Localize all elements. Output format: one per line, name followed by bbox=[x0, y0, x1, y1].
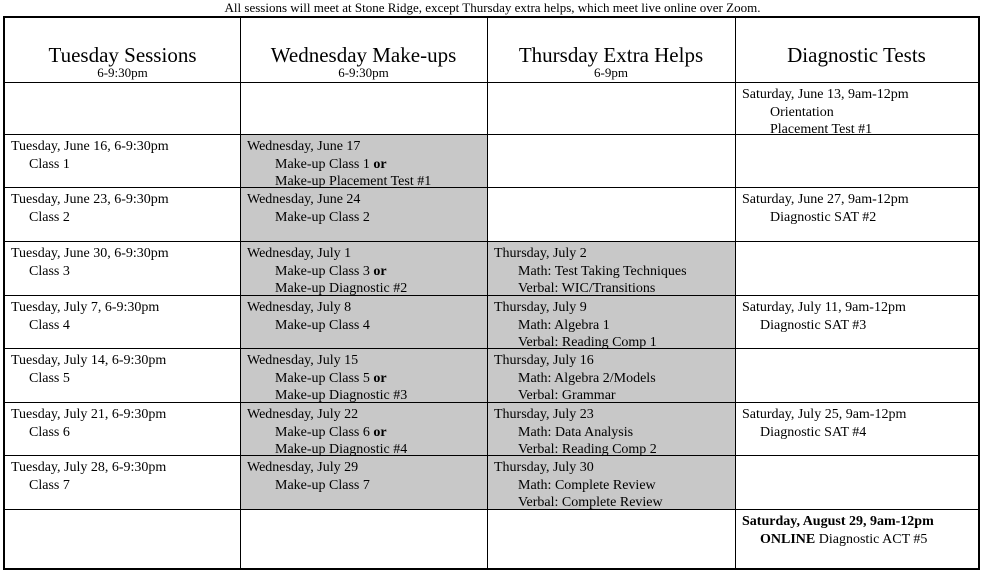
math-topic: Math: Algebra 2/Models bbox=[518, 370, 656, 386]
diagnostic-cell bbox=[736, 242, 978, 295]
class-name: Class 2 bbox=[29, 209, 70, 225]
thursday-cell bbox=[488, 242, 735, 295]
makeup-item: Make-up Placement Test #1 bbox=[275, 174, 432, 187]
test-name: Diagnostic SAT #2 bbox=[770, 209, 877, 225]
makeup-date: Wednesday, June 17 bbox=[247, 139, 361, 154]
session-date: Tuesday, June 30, 6-9:30pm bbox=[11, 246, 169, 261]
makeup-date: Wednesday, July 8 bbox=[247, 300, 352, 315]
test-date: Saturday, June 27, 9am-12pm bbox=[742, 192, 909, 207]
extra-help-date: Thursday, July 9 bbox=[494, 300, 587, 315]
test-name: Orientation bbox=[770, 104, 834, 120]
diagnostic-cell bbox=[736, 296, 978, 348]
test-date: Saturday, June 13, 9am-12pm bbox=[742, 87, 909, 102]
session-date: Tuesday, June 16, 6-9:30pm bbox=[11, 139, 169, 154]
wednesday-cell bbox=[241, 135, 487, 187]
makeup-date: Wednesday, July 29 bbox=[247, 460, 359, 475]
header-time: 6-9:30pm bbox=[338, 65, 389, 80]
makeup-item: Make-up Diagnostic #2 bbox=[275, 281, 408, 295]
header-title: Tuesday Sessions bbox=[48, 43, 197, 67]
math-topic: Math: Test Taking Techniques bbox=[518, 263, 687, 279]
verbal-topic: Verbal: Grammar bbox=[518, 388, 616, 402]
wednesday-cell bbox=[241, 349, 487, 402]
header-tuesday bbox=[5, 18, 240, 82]
verbal-topic: Verbal: WIC/Transitions bbox=[518, 281, 656, 295]
tuesday-cell bbox=[5, 242, 240, 295]
test-name: Placement Test #1 bbox=[770, 122, 873, 134]
wednesday-cell bbox=[241, 242, 487, 295]
makeup-item: Make-up Class 5 or bbox=[275, 370, 387, 386]
diagnostic-cell bbox=[736, 403, 978, 455]
extra-help-date: Thursday, July 16 bbox=[494, 353, 594, 368]
wednesday-cell bbox=[241, 456, 487, 509]
verbal-topic: Verbal: Reading Comp 1 bbox=[518, 335, 657, 348]
header-thursday bbox=[487, 18, 735, 82]
session-date: Tuesday, July 21, 6-9:30pm bbox=[11, 407, 167, 422]
tuesday-cell bbox=[5, 188, 240, 241]
header-time: 6-9pm bbox=[594, 65, 628, 80]
header-diagnostic bbox=[735, 18, 978, 82]
thursday-cell bbox=[488, 510, 735, 570]
test-date: Saturday, July 25, 9am-12pm bbox=[742, 407, 907, 422]
header-title: Wednesday Make-ups bbox=[270, 43, 457, 67]
diagnostic-cell bbox=[736, 135, 978, 187]
test-date: Saturday, July 11, 9am-12pm bbox=[742, 300, 906, 315]
makeup-date: Wednesday, July 15 bbox=[247, 353, 359, 368]
thursday-cell bbox=[488, 403, 735, 455]
header-title: Thursday Extra Helps bbox=[518, 43, 704, 67]
wednesday-cell bbox=[241, 188, 487, 241]
makeup-item: Make-up Class 4 bbox=[275, 317, 370, 333]
tuesday-cell bbox=[5, 135, 240, 187]
class-name: Class 5 bbox=[29, 370, 70, 386]
session-date: Tuesday, July 14, 6-9:30pm bbox=[11, 353, 167, 368]
header-title: Diagnostic Tests bbox=[787, 43, 926, 67]
test-name: ONLINE Diagnostic ACT #5 bbox=[760, 531, 928, 547]
wednesday-cell bbox=[241, 296, 487, 348]
or-label: or bbox=[369, 424, 387, 440]
thursday-cell bbox=[488, 188, 735, 241]
diagnostic-cell bbox=[736, 83, 978, 134]
diagnostic-cell bbox=[736, 456, 978, 509]
wednesday-cell bbox=[241, 510, 487, 570]
diagnostic-cell bbox=[736, 188, 978, 241]
tuesday-cell bbox=[5, 349, 240, 402]
class-name: Class 7 bbox=[29, 477, 70, 493]
makeup-item: Make-up Diagnostic #3 bbox=[275, 388, 408, 402]
session-date: Tuesday, July 7, 6-9:30pm bbox=[11, 300, 160, 315]
thursday-cell bbox=[488, 83, 735, 134]
verbal-topic: Verbal: Complete Review bbox=[518, 495, 663, 509]
makeup-date: Wednesday, June 24 bbox=[247, 192, 361, 207]
test-name: Diagnostic SAT #4 bbox=[760, 424, 867, 440]
tuesday-cell bbox=[5, 510, 240, 570]
makeup-date: Wednesday, July 22 bbox=[247, 407, 359, 422]
extra-help-date: Thursday, July 2 bbox=[494, 246, 587, 261]
test-date: Saturday, August 29, 9am-12pm bbox=[742, 514, 934, 529]
thursday-cell bbox=[488, 349, 735, 402]
thursday-cell bbox=[488, 135, 735, 187]
class-name: Class 6 bbox=[29, 424, 70, 440]
tuesday-cell bbox=[5, 403, 240, 455]
tuesday-cell bbox=[5, 296, 240, 348]
online-label: ONLINE bbox=[760, 531, 816, 547]
class-name: Class 3 bbox=[29, 263, 70, 279]
extra-help-date: Thursday, July 23 bbox=[494, 407, 594, 422]
extra-help-date: Thursday, July 30 bbox=[494, 460, 594, 475]
thursday-cell bbox=[488, 296, 735, 348]
thursday-cell bbox=[488, 456, 735, 509]
makeup-item: Make-up Class 6 or bbox=[275, 424, 387, 440]
math-topic: Math: Complete Review bbox=[518, 477, 656, 493]
session-date: Tuesday, July 28, 6-9:30pm bbox=[11, 460, 167, 475]
session-date: Tuesday, June 23, 6-9:30pm bbox=[11, 192, 169, 207]
makeup-item: Make-up Class 1 or bbox=[275, 156, 387, 172]
math-topic: Math: Data Analysis bbox=[518, 424, 634, 440]
or-label: or bbox=[369, 156, 387, 172]
or-label: or bbox=[369, 370, 387, 386]
math-topic: Math: Algebra 1 bbox=[518, 317, 610, 333]
header-time: 6-9:30pm bbox=[97, 65, 148, 80]
verbal-topic: Verbal: Reading Comp 2 bbox=[518, 442, 657, 455]
tuesday-cell bbox=[5, 456, 240, 509]
diagnostic-cell bbox=[736, 349, 978, 402]
tuesday-cell bbox=[5, 83, 240, 134]
makeup-item: Make-up Diagnostic #4 bbox=[275, 442, 408, 455]
makeup-date: Wednesday, July 1 bbox=[247, 246, 352, 261]
wednesday-cell bbox=[241, 83, 487, 134]
or-label: or bbox=[369, 263, 387, 279]
class-name: Class 1 bbox=[29, 156, 70, 172]
schedule-table bbox=[3, 16, 980, 570]
location-note: All sessions will meet at Stone Ridge, except Thursday extra helps, which meet live online over Zoom. bbox=[224, 0, 761, 15]
wednesday-cell bbox=[241, 403, 487, 455]
diagnostic-cell bbox=[736, 510, 978, 570]
makeup-item: Make-up Class 3 or bbox=[275, 263, 387, 279]
test-name: Diagnostic SAT #3 bbox=[760, 317, 867, 333]
makeup-item: Make-up Class 7 bbox=[275, 477, 370, 493]
makeup-item: Make-up Class 2 bbox=[275, 209, 370, 225]
header-wednesday bbox=[240, 18, 487, 82]
class-name: Class 4 bbox=[29, 317, 70, 333]
